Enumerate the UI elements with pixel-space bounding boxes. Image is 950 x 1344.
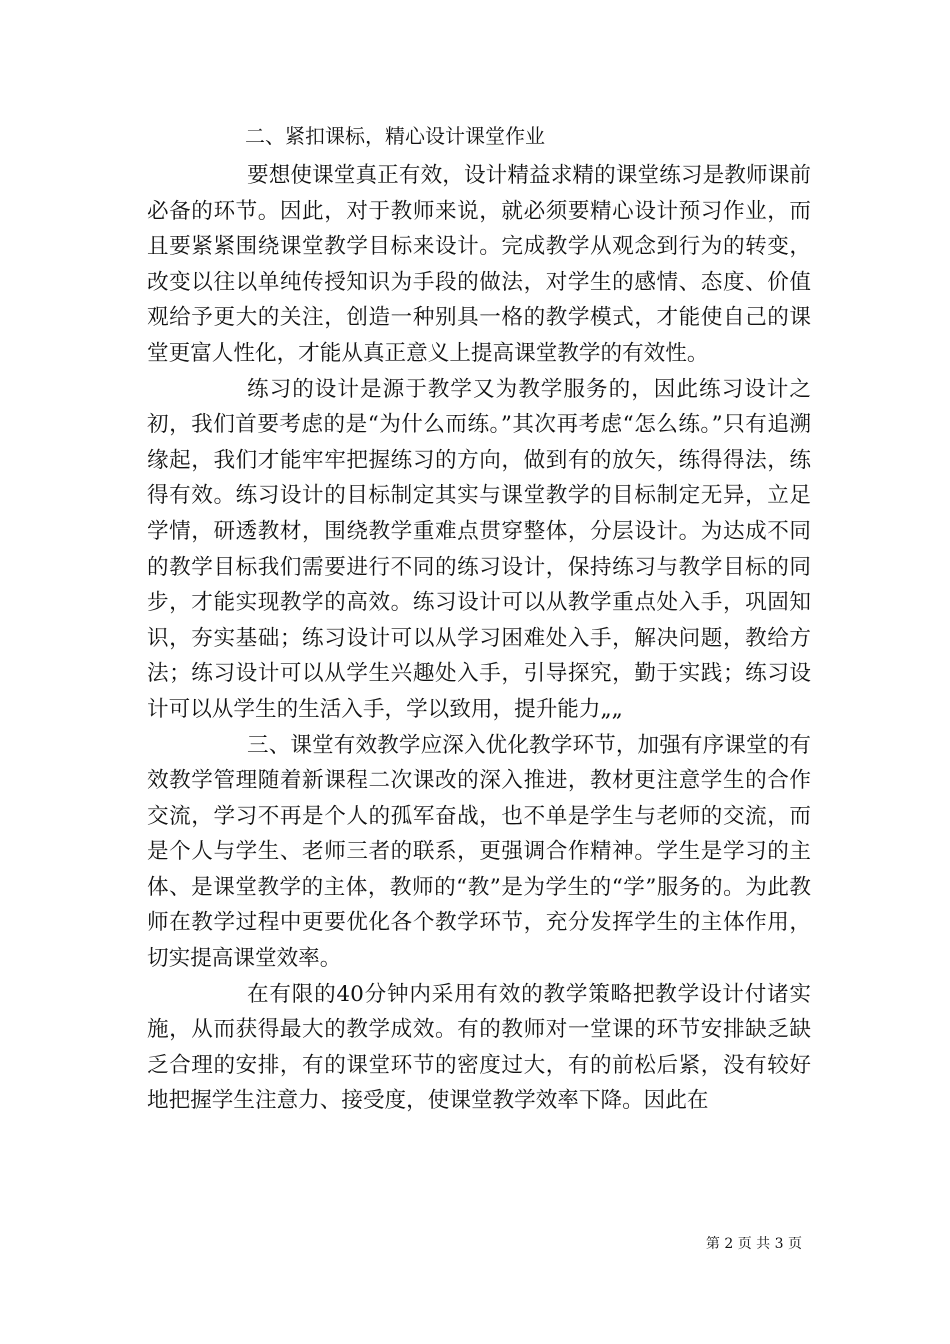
document-body <box>147 120 811 1119</box>
paragraph-3: 三、课堂有效教学应深入优化教学环节，加强有序课堂的有效教学管理随着新课程二次课改的深入推进，教材更注意学生的合作交流，学习不再是个人的孤军奋战，也不单是学生与老师的交流，而是个人与学生、老师三者的联系，更强调合作精神。学生是学习的主体、是课堂教学的主体，教师的“教”是为学生的“学”服务的。为此教师在教学过程中更要优化各个教学环节，充分发挥学生的主体作用，切实提高课堂效率。 <box>147 732 811 972</box>
paragraph-1: 要想使课堂真正有效，设计精益求精的课堂练习是教师课前必备的环节。因此，对于教师来说，就必须要精心设计预习作业，而且要紧紧围绕课堂教学目标来设计。完成教学从观念到行为的转变，改变以往以单纯传授知识为手段的做法，对学生的感情、态度、价值观给予更大的关注，创造一种别具一格的教学模式，才能使自己的课堂更富人性化，才能从真正意义上提高课堂教学的有效性。 <box>147 163 811 366</box>
page-number-footer: 第 2 页 共 3 页 <box>705 1236 802 1252</box>
section-heading: 二、紧扣课标，精心设计课堂作业 <box>245 124 545 148</box>
paragraph-2: 练习的设计是源于教学又为教学服务的，因此练习设计之初，我们首要考虑的是“为什么而练。”其次再考虑“怎么练。”只有追溯缘起，我们才能牢牢把握练习的方向，做到有的放矢，练得得法，练得有效。练习设计的目标制定其实与课堂教学的目标制定无异，立足学情，研透教材，围绕教学重难点贯穿整体，分层设计。为达成不同的教学目标我们需要进行不同的练习设计，保持练习与教学目标的同步，才能实现教学的高效。练习设计可以从教学重点处入手，巩固知识，夯实基础；练习设计可以从学习困难处入手，解决问题，教给方法；练习设计可以从学生兴趣处入手，引导探究，勤于实践；练习设计可以从学生的生活入手，学以致用，提升能力„„ <box>147 376 811 722</box>
paragraph-4: 在有限的40分钟内采用有效的教学策略把教学设计付诸实施，从而获得最大的教学成效。有的教师对一堂课的环节安排缺乏缺乏合理的安排，有的课堂环节的密度过大，有的前松后紧，没有较好地把握学生注意力、接受度，使课堂教学效率下降。因此在 <box>147 981 811 1114</box>
